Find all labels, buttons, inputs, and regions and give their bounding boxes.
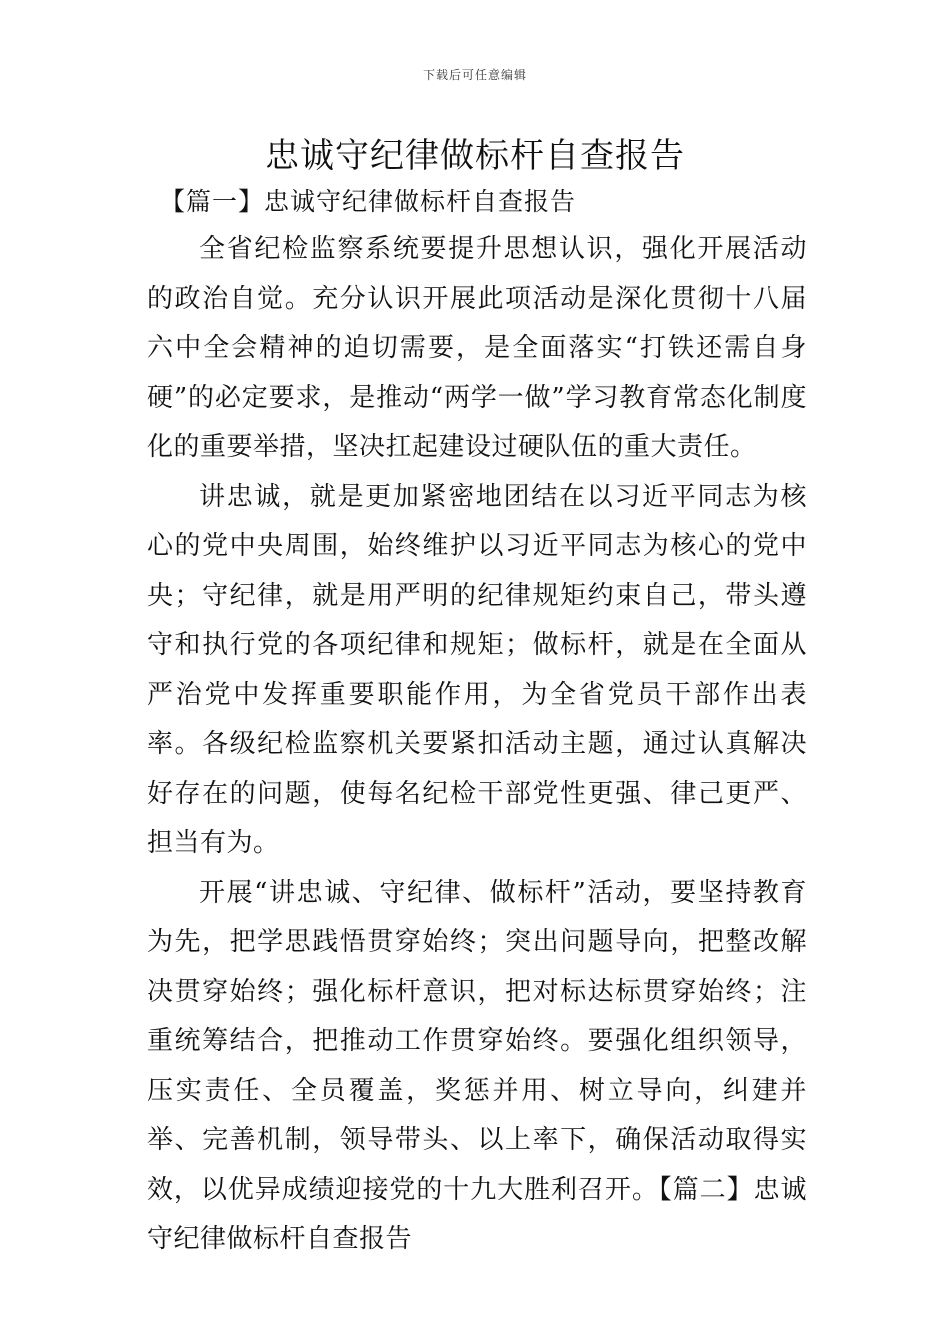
document-title: 忠诚守纪律做标杆自查报告 <box>265 136 685 176</box>
section-heading: 【篇一】忠诚守纪律做标杆自查报告 <box>160 187 577 216</box>
paragraph: 开展“讲忠诚、守纪律、做标杆”活动，要坚持教育为先，把学思践悟贯穿始终；突出问题导向，把整改解决贯穿始终；强化标杆意识，把对标达标贯穿始终；注重统筹结合，把推动工作贯穿始终。要强化组织领导，压实责任、全员覆盖，奖惩并用、树立导向，纠建并举、完善机制，领导带头、以上率下，确保活动取得实效，以优异成绩迎接党的十九大胜利召开。【篇二】忠诚守纪律做标杆自查报告 <box>147 877 807 1254</box>
paragraph: 讲忠诚，就是更加紧密地团结在以习近平同志为核心的党中央周围，始终维护以习近平同志为核心的党中央；守纪律，就是用严明的纪律规矩约束自己，带头遵守和执行党的各项纪律和规矩；做标杆，就是在全面从严治党中发挥重要职能作用，为全省党员干部作出表率。各级纪检监察机关要紧扣活动主题，通过认真解决好存在的问题，使每名纪检干部党性更强、律己更严、担当有为。 <box>147 481 807 858</box>
paragraph: 全省纪检监察系统要提升思想认识，强化开展活动的政治自觉。充分认识开展此项活动是深化贯彻十八届六中全会精神的迫切需要，是全面落实“打铁还需自身硬”的必定要求，是推动“两学一做”学习教育常态化制度化的重要举措，坚决扛起建设过硬队伍的重大责任。 <box>147 234 807 462</box>
document-body <box>147 225 807 1265</box>
header-note: 下载后可任意编辑 <box>422 68 527 82</box>
